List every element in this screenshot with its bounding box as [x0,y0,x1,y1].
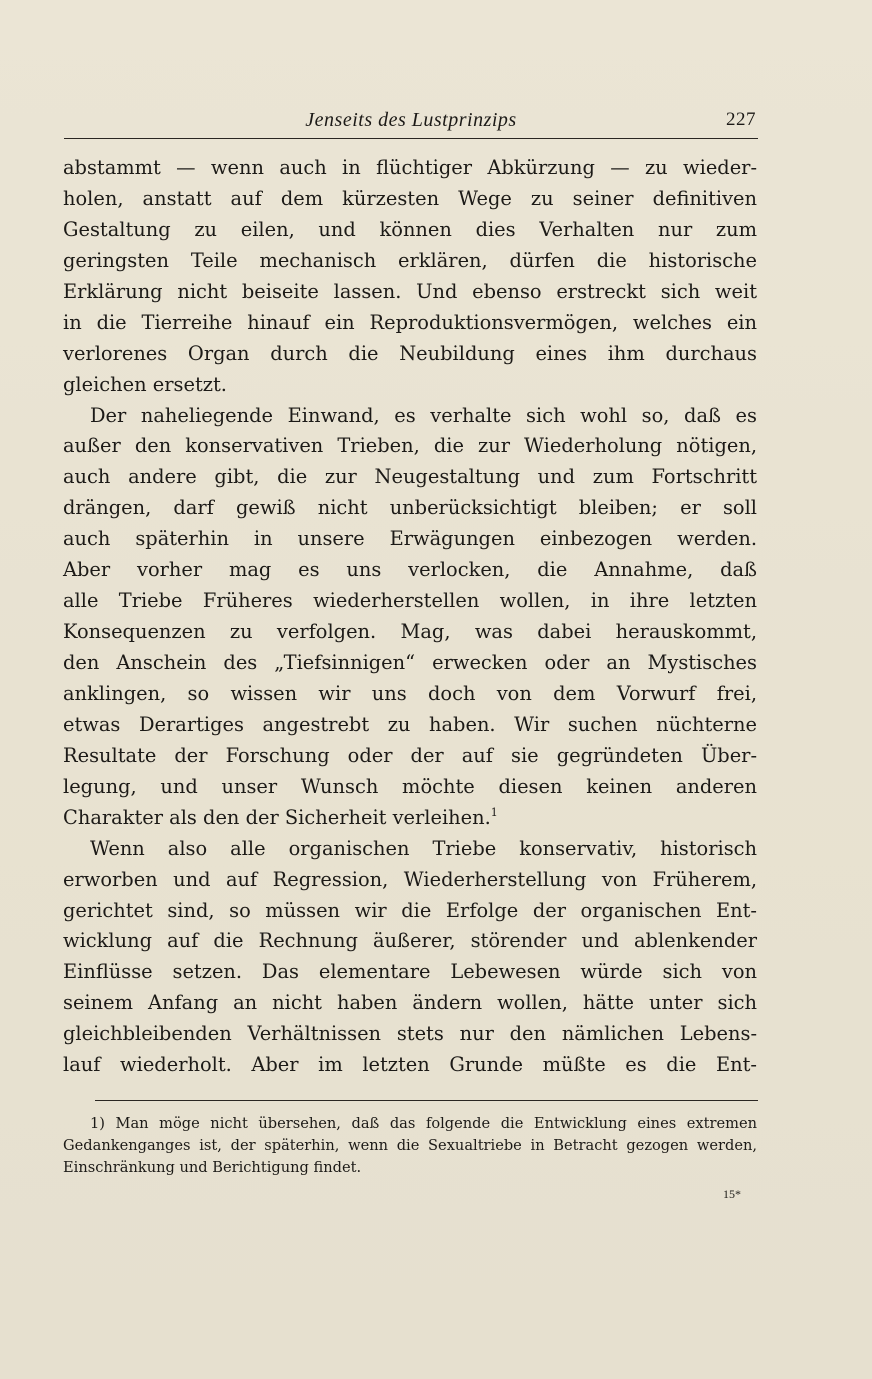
text-line: abstammt — wenn auch in flüchtiger Abkürzung — zu wieder- [63,156,757,179]
text-line: Wenn also alle organischen Triebe konservativ, historisch [90,836,757,860]
text-line: außer den konservativen Trieben, die zur Wiederholung nötigen, [63,434,757,458]
running-title: Jenseits des Lustprinzips [305,109,517,131]
footnote-line: Einschränkung und Berichtigung findet. [63,1159,362,1176]
running-header [64,107,758,135]
footnote [63,1113,757,1179]
header-rule [64,138,758,139]
text-line: anklingen, so wissen wir uns doch von dem Vorwurf frei, [63,681,757,705]
text-line: Konsequenzen zu verfolgen. Mag, was dabei herauskommt, [63,620,757,644]
body-text [63,153,757,1081]
text-line: gleichbleibenden Verhältnissen stets nur den nämlichen Lebens- [63,1022,757,1046]
text-line: in die Tierreihe hinauf ein Reproduktionsvermögen, welches ein [63,310,757,334]
text-line: Einflüsse setzen. Das elementare Lebewesen würde sich von [63,960,757,984]
text-line: Charakter als den der Sicherheit verleihen. [63,805,491,829]
text-line: etwas Derartiges angestrebt zu haben. Wir suchen nüchterne [63,712,757,736]
text-line: Aber vorher mag es uns verlocken, die Annahme, daß [63,558,757,582]
text-line: Gestaltung zu eilen, und können dies Verhalten nur zum [63,217,757,241]
page-number: 227 [726,109,756,130]
text-line: wicklung auf die Rechnung äußerer, störender und ablenkender [63,929,757,953]
text-line: den Anschein des „Tiefsinnigen“ erwecken oder an Mystisches [63,651,757,674]
text-line: Der naheliegende Einwand, es verhalte sich wohl so, daß es [90,403,757,427]
footnote-line: 1) Man möge nicht übersehen, daß das folgende die Entwicklung eines extremen [90,1115,757,1132]
signature-mark: 15* [723,1187,741,1201]
text-line: lauf wiederholt. Aber im letzten Grunde müßte es die Ent- [63,1053,757,1077]
text-line: holen, anstatt auf dem kürzesten Wege zu seiner definitiven [63,186,757,210]
footnote-reference: 1 [490,805,498,819]
text-line: geringsten Teile mechanisch erklären, dürfen die historische [63,248,757,272]
text-line: auch späterhin in unsere Erwägungen einbezogen werden. [63,527,757,551]
text-line: drängen, darf gewiß nicht unberücksichtigt bleiben; er soll [63,496,757,520]
text-line: legung, und unser Wunsch möchte diesen keinen anderen [63,774,757,798]
text-line: verlorenes Organ durch die Neubildung eines ihm durchaus [63,341,757,365]
footnote-rule [95,1100,758,1101]
text-line: gerichtet sind, so müssen wir die Erfolge der organischen Ent- [63,898,757,922]
text-line-with-footnote-ref [63,803,757,834]
text-line: alle Triebe Früheres wiederherstellen wollen, in ihre letzten [63,589,757,613]
text-line: seinem Anfang an nicht haben ändern wollen, hätte unter sich [63,991,757,1015]
text-line: auch andere gibt, die zur Neugestaltung und zum Fortschritt [63,465,757,489]
text-line: erworben und auf Regression, Wiederherstellung von Früherem, [63,867,757,891]
text-line: Resultate der Forschung oder der auf sie gegründeten Über- [63,743,757,767]
text-line: gleichen ersetzt. [63,372,227,396]
footnote-line: Gedankenganges ist, der späterhin, wenn die Sexualtriebe in Betracht gezogen werden, [63,1137,757,1154]
text-line: Erklärung nicht beiseite lassen. Und ebenso erstreckt sich weit [63,279,757,303]
